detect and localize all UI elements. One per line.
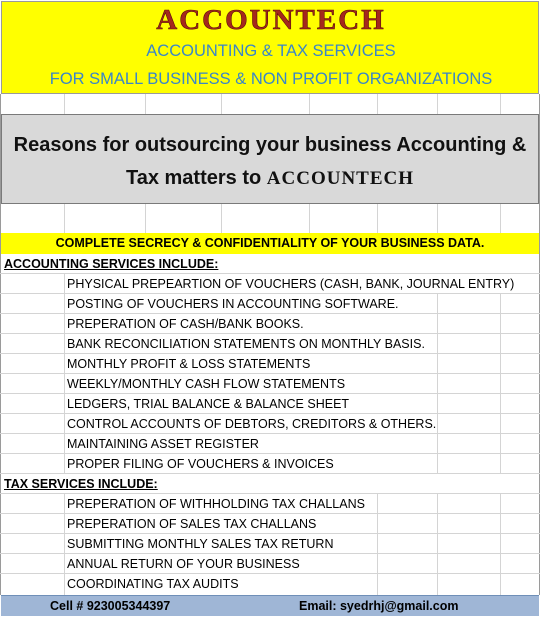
grid-line (64, 94, 65, 114)
list-item: PREPERATION OF WITHHOLDING TAX CHALLANS (67, 497, 365, 511)
list-item: PHYSICAL PREPEARTION OF VOUCHERS (CASH, BANK, JOURNAL ENTRY) (67, 277, 515, 291)
list-item: ANNUAL RETURN OF YOUR BUSINESS (67, 557, 300, 571)
header-subtitle-services: ACCOUNTING & TAX SERVICES (146, 42, 396, 60)
grid-line (377, 494, 378, 595)
list-item: WEEKLY/MONTHLY CASH FLOW STATEMENTS (67, 377, 346, 391)
grid-line (377, 204, 378, 233)
list-item: SUBMITTING MONTHLY SALES TAX RETURN (67, 537, 334, 551)
header-banner (1, 1, 539, 94)
contact-footer (1, 595, 539, 616)
grid-line (500, 204, 501, 233)
grid-line (64, 274, 65, 474)
list-item: PREPERATION OF SALES TAX CHALLANS (67, 517, 317, 531)
list-item: CONTROL ACCOUNTS OF DEBTORS, CREDITORS & OTHERS. (67, 417, 437, 431)
grid-line (437, 494, 438, 595)
grid-line (145, 94, 146, 114)
list-item: POSTING OF VOUCHERS IN ACCOUNTING SOFTWARE. (67, 297, 399, 311)
brand-title: ACCOUNTECH (156, 4, 386, 36)
cell-number: Cell # 923005344397 (50, 599, 171, 613)
grid-line (221, 204, 222, 233)
grid-line (145, 204, 146, 233)
grid-line (309, 204, 310, 233)
reasons-banner (1, 114, 539, 204)
grid-line (437, 94, 438, 114)
reasons-brand: ACCOUNTECH (266, 168, 415, 189)
reasons-line-1: Reasons for outsourcing your business Accounting & (13, 134, 527, 156)
grid-line (377, 94, 378, 114)
grid-line (500, 294, 501, 474)
grid-line (500, 94, 501, 114)
email-address: Email: syedrhj@gmail.com (299, 599, 459, 613)
reasons-line-2 (2, 167, 538, 190)
list-item: LEDGERS, TRIAL BALANCE & BALANCE SHEET (67, 397, 350, 411)
grid-line (64, 494, 65, 595)
list-item: PREPERATION OF CASH/BANK BOOKS. (67, 317, 304, 331)
grid-line (437, 204, 438, 233)
grid-line (64, 204, 65, 233)
grid-line (221, 94, 222, 114)
list-item: MONTHLY PROFIT & LOSS STATEMENTS (67, 357, 311, 371)
accounting-section-title: ACCOUNTING SERVICES INCLUDE: (4, 257, 219, 271)
reasons-line-2-prefix: Tax matters to (125, 167, 262, 189)
grid-line (309, 94, 310, 114)
tax-section-title: TAX SERVICES INCLUDE: (4, 477, 158, 491)
list-item: PROPER FILING OF VOUCHERS & INVOICES (67, 457, 334, 471)
header-subtitle-audience: FOR SMALL BUSINESS & NON PROFIT ORGANIZATIONS (49, 70, 493, 88)
list-item: COORDINATING TAX AUDITS (67, 577, 239, 591)
secrecy-highlight: COMPLETE SECRECY & CONFIDENTIALITY OF YOUR BUSINESS DATA. (1, 233, 539, 254)
list-item: BANK RECONCILIATION STATEMENTS ON MONTHLY BASIS. (67, 337, 425, 351)
list-item: MAINTAINING ASSET REGISTER (67, 437, 259, 451)
grid-line (437, 294, 438, 474)
grid-line (500, 494, 501, 595)
